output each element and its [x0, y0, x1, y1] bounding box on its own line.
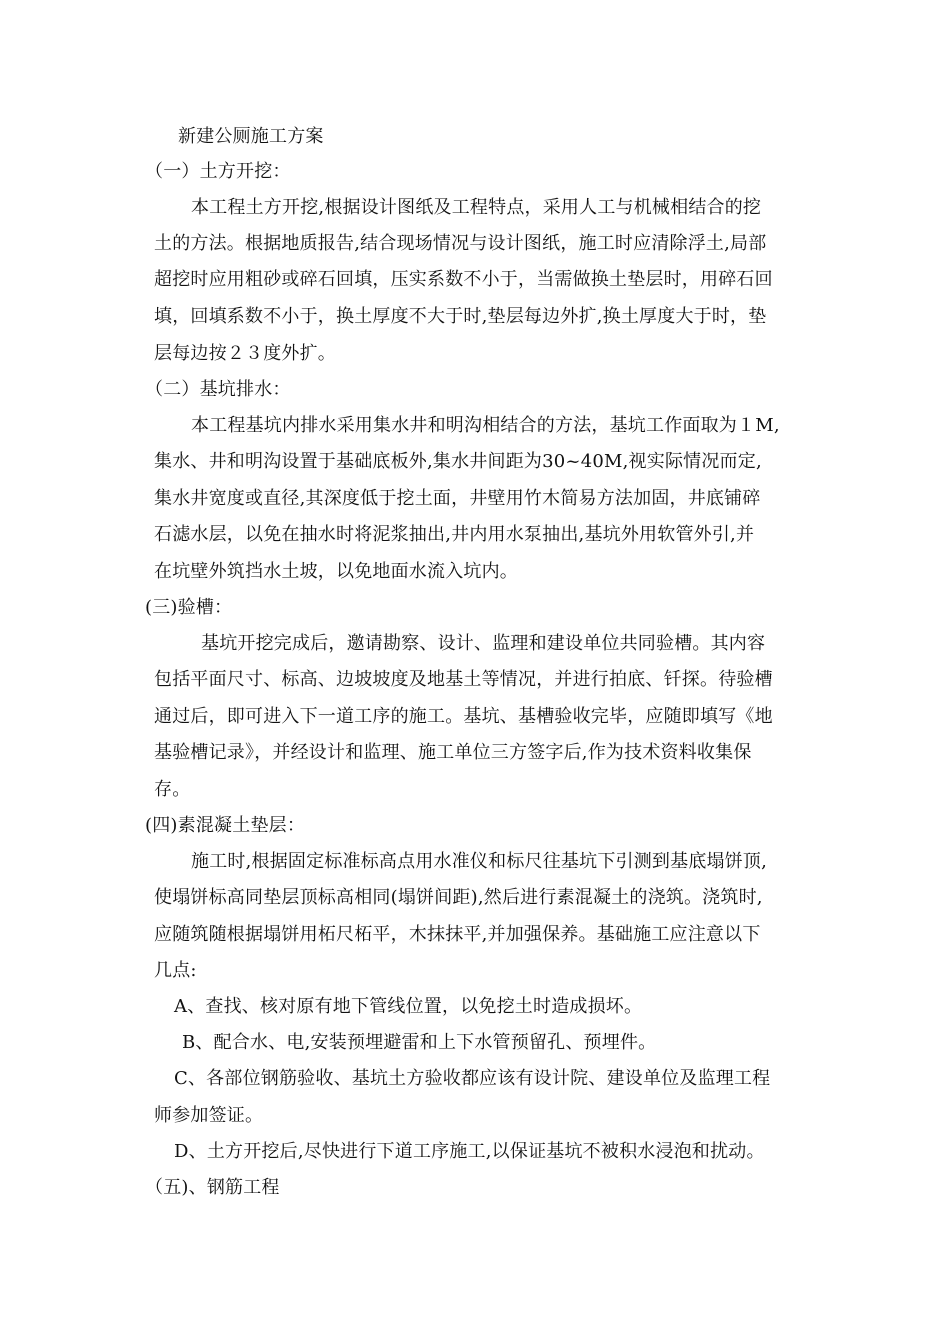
paragraph-line: 几点:	[154, 960, 197, 981]
paragraph-line: 包括平面尺寸、标高、边坡坡度及地基土等情况，并进行拍底、钎探。待验槽	[154, 669, 773, 690]
list-item-a: A、查找、核对原有地下管线位置，以免挖土时造成损坏。	[174, 996, 643, 1017]
paragraph-line: 层每边按２３度外扩。	[154, 343, 336, 364]
paragraph-line: 土的方法。根据地质报告,结合现场情况与设计图纸，施工时应清除浮土,局部	[154, 233, 767, 254]
document-title: 新建公厕施工方案	[178, 126, 324, 147]
paragraph-line: 集水井宽度或直径,其深度低于挖土面，井壁用竹木简易方法加固，井底铺碎	[154, 488, 761, 509]
section-heading-1: （一）土方开挖：	[145, 161, 291, 182]
section-heading-4: (四)素混凝土垫层：	[145, 815, 306, 836]
paragraph-line: 本工程土方开挖,根据设计图纸及工程特点，采用人工与机械相结合的挖	[191, 197, 762, 218]
list-item-d: D、土方开挖后,尽快进行下道工序施工,以保证基坑不被积水浸泡和扰动。	[174, 1141, 765, 1162]
paragraph-line: 师参加签证。	[154, 1105, 264, 1126]
list-item-b: B、配合水、电,安装预埋避雷和上下水管预留孔、预埋件。	[182, 1032, 657, 1053]
section-heading-2: （二）基坑排水：	[145, 379, 291, 400]
paragraph-line: 基验槽记录》，并经设计和监理、施工单位三方签字后,作为技术资料收集保	[154, 742, 752, 763]
section-heading-5: （五)、钢筋工程	[145, 1177, 280, 1198]
paragraph-line: 超挖时应用粗砂或碎石回填，压实系数不小于，当需做换土垫层时，用碎石回	[154, 269, 773, 290]
paragraph-line: 基坑开挖完成后，邀请勘察、设计、监理和建设单位共同验槽。其内容	[201, 633, 766, 654]
paragraph-line: 施工时,根据固定标准标高点用水准仪和标尺往基坑下引测到基底塌饼顶,	[191, 851, 768, 872]
paragraph-line: 存。	[154, 779, 191, 800]
paragraph-line: 集水、井和明沟设置于基础底板外,集水井间距为30~40M,视实际情况而定,	[154, 451, 762, 472]
paragraph-line: 通过后，即可进入下一道工序的施工。基坑、基槽验收完毕，应随即填写《地	[154, 706, 773, 727]
list-item-c: C、各部位钢筋验收、基坑土方验收都应该有设计院、建设单位及监理工程	[174, 1068, 771, 1089]
paragraph-line: 应随筑随根据塌饼用柘尺柘平，木抹抹平,并加强保养。基础施工应注意以下	[154, 924, 761, 945]
paragraph-line: 使塌饼标高同垫层顶标高相同(塌饼间距),然后进行素混凝土的浇筑。浇筑时,	[154, 887, 763, 908]
paragraph-line: 在坑壁外筑挡水土坡，以免地面水流入坑内。	[154, 561, 518, 582]
paragraph-line: 石滤水层，以免在抽水时将泥浆抽出,井内用水泵抽出,基坑外用软管外引,并	[154, 524, 755, 545]
section-heading-3: (三)验槽：	[145, 597, 233, 618]
paragraph-line: 填，回填系数不小于，换土厚度不大于时,垫层每边外扩,换土厚度大于时，垫	[154, 306, 767, 327]
paragraph-line: 本工程基坑内排水采用集水井和明沟相结合的方法，基坑工作面取为１M,	[191, 415, 780, 436]
